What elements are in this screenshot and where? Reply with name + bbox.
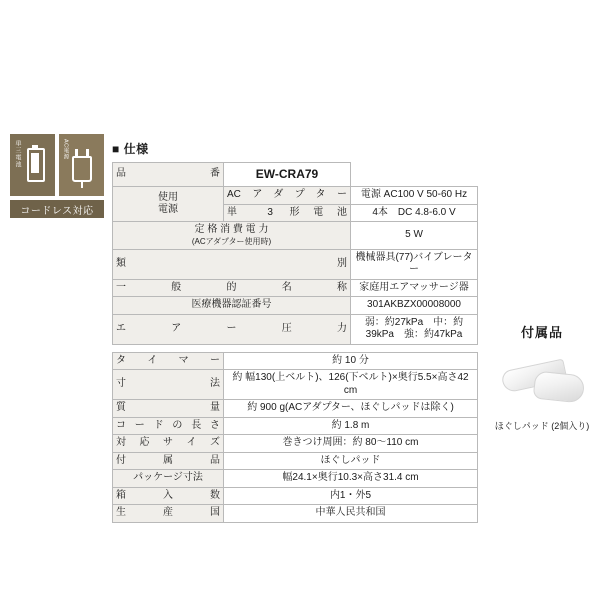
table-row [113, 352, 478, 370]
row-label: タ イ マ ー [113, 352, 224, 370]
row-value: 約 10 分 [224, 352, 478, 370]
row-value: 4本 DC 4.8-6.0 V [351, 204, 478, 222]
row-label: 質 量 [113, 400, 224, 418]
row-label: 生 産 国 [113, 505, 224, 523]
row-value: 約 幅130(上ベルト)、126(下ベルト)×奥行5.5×高さ42 cm [224, 370, 478, 400]
spec-title: ■ 仕様 [112, 142, 149, 156]
massage-pad-image [494, 355, 590, 411]
battery-glyph-icon [27, 148, 45, 182]
row-label: 寸 法 [113, 370, 224, 400]
table-row [113, 187, 478, 205]
row-value: 内1・外5 [224, 487, 478, 505]
table-row [113, 222, 478, 250]
row-label: 付 属 品 [113, 452, 224, 470]
row-value: 幅24.1×奥行10.3×高さ31.4 cm [224, 470, 478, 488]
row-value: 弱：約27kPa 中：約39kPa 強：約47kPa [351, 314, 478, 344]
row-value: ほぐしパッド [224, 452, 478, 470]
row-label: 医療機器認証番号 [113, 297, 351, 315]
row-label-sub: (ACアダプター使用時) [191, 236, 272, 246]
spec-section [112, 140, 478, 523]
table-row [113, 297, 478, 315]
row-value: 電源 AC100 V 50-60 Hz [351, 187, 478, 205]
row-label: パッケージ寸法 [113, 470, 224, 488]
table-row [113, 279, 478, 297]
row-sublabel: 単 3 形電池 [224, 204, 351, 222]
table-row [113, 314, 478, 344]
table-row [113, 370, 478, 400]
row-label: 箱 入 数 [113, 487, 224, 505]
table-row [113, 163, 478, 187]
battery-icon [10, 134, 55, 196]
row-value: 301AKBZX00008000 [351, 297, 478, 315]
power-badge-block [10, 134, 106, 218]
row-label-text: 定 格 消 費 電 力 [194, 224, 269, 235]
spec-table-main [112, 162, 478, 345]
table-row [113, 249, 478, 279]
row-value: 家庭用エアマッサージ器 [351, 279, 478, 297]
row-sublabel: ACアダプター [224, 187, 351, 205]
row-label-power: 使用 電源 [113, 187, 224, 222]
power-icons [10, 134, 106, 196]
cordless-badge: コードレス対応 [10, 200, 104, 218]
table-row [113, 400, 478, 418]
row-label: エ ア ー 圧 力 [113, 314, 351, 344]
row-value: 約 900 g(ACアダプター、ほぐしパッドは除く) [224, 400, 478, 418]
table-row [113, 505, 478, 523]
row-label: 類 別 [113, 249, 351, 279]
ac-power-icon-label: AC電源 [62, 139, 69, 160]
plug-glyph-icon [72, 156, 92, 182]
pad-shape-front [533, 370, 586, 403]
row-value: 機械器具(77)バイブレーター [351, 249, 478, 279]
table-row [113, 452, 478, 470]
accessory-caption: ほぐしパッド (2個入り) [494, 421, 590, 431]
row-value: EW-CRA79 [224, 163, 351, 187]
table-row [113, 417, 478, 435]
row-label [113, 222, 351, 250]
table-row [113, 487, 478, 505]
accessory-title: 付属品 [520, 325, 563, 340]
row-label: 対 応 サ イ ズ [113, 435, 224, 453]
row-value: 中華人民共和国 [224, 505, 478, 523]
row-value: 約 1.8 m [224, 417, 478, 435]
row-label: コ ー ド の 長 さ [113, 417, 224, 435]
row-label: 品 番 [113, 163, 224, 187]
table-row [113, 435, 478, 453]
accessory-section [492, 322, 592, 432]
spec-table-secondary [112, 352, 478, 523]
ac-power-icon [59, 134, 104, 196]
row-value: 5 W [351, 222, 478, 250]
row-value: 巻きつけ周囲：約 80〜110 cm [224, 435, 478, 453]
row-label: 一 般 的 名 称 [113, 279, 351, 297]
battery-icon-label: 単三電池 [14, 140, 20, 168]
top-margin [0, 0, 600, 8]
table-row [113, 470, 478, 488]
plug-cord-icon [81, 180, 83, 188]
bottom-margin [0, 592, 600, 600]
